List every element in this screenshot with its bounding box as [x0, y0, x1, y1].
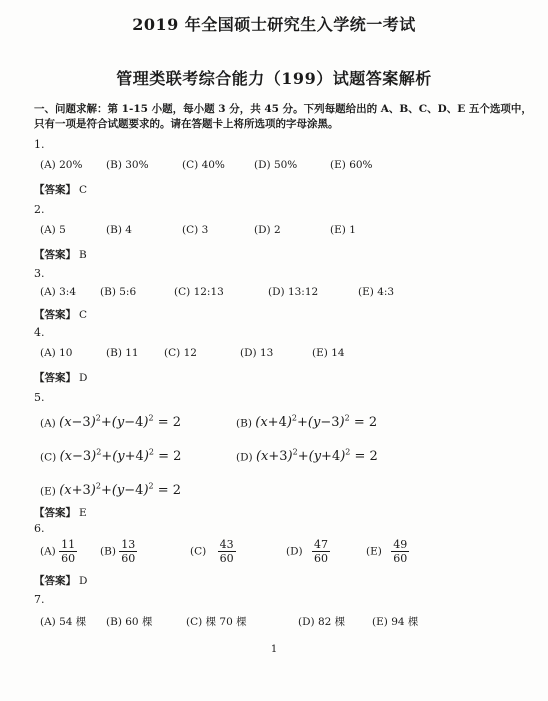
- denominator: 60: [121, 552, 136, 565]
- exam-title: 2019 年全国硕士研究生入学统一考试: [132, 15, 416, 34]
- option-c: (C) 棵 70 棵: [186, 616, 247, 628]
- option-c: (C) 40%: [182, 159, 225, 171]
- equation: $(x-3)^2+(y+4)^2 = 2$: [59, 448, 182, 465]
- option-a: (A) 5: [40, 224, 66, 236]
- option-a: [40, 414, 181, 430]
- answer-line: [34, 573, 87, 588]
- answer-line: [34, 370, 87, 385]
- question-options: [40, 446, 540, 468]
- option-d: [236, 448, 378, 464]
- option-e: (E) 14: [312, 347, 345, 359]
- question-options: [40, 286, 540, 308]
- page-number: 1: [270, 644, 278, 655]
- option-c: [40, 448, 181, 464]
- option-label: (D): [286, 545, 303, 558]
- equation-term: −4: [124, 483, 144, 499]
- equation-term: +4: [124, 449, 144, 465]
- option-label: (B): [236, 417, 252, 430]
- equation-term: −3: [71, 449, 92, 465]
- equation: $(x+4)^2+(y-3)^2 = 2$: [255, 414, 378, 431]
- question-number: 2.: [34, 203, 45, 216]
- option-d: [286, 538, 330, 565]
- equation-term: +4: [321, 449, 341, 465]
- answer-label: 【答案】: [34, 309, 76, 321]
- equation-term: +3: [71, 483, 91, 499]
- fraction: [312, 538, 330, 565]
- numerator: 47: [313, 538, 328, 551]
- option-a: (A) 10: [40, 347, 73, 359]
- answer-line: [34, 505, 87, 520]
- option-a: (A) 54 棵: [40, 616, 87, 628]
- option-a: (A) 3:4: [40, 286, 77, 298]
- answer-value: B: [79, 249, 87, 261]
- equation: $(x-3)^2+(y-4)^2 = 2$: [59, 414, 181, 431]
- option-b: [236, 414, 377, 430]
- denominator: 60: [313, 552, 328, 565]
- exam-subtitle: 管理类联考综合能力（199）试题答案解析: [116, 69, 432, 88]
- answer-line: [34, 247, 87, 262]
- equation-term: −3: [320, 415, 340, 431]
- numerator: 43: [219, 538, 234, 551]
- question-number: 4.: [34, 326, 45, 339]
- equation-rhs: = 2: [353, 415, 378, 431]
- option-a: (A) 20%: [40, 159, 83, 171]
- option-a: [40, 538, 77, 565]
- option-label: (D): [236, 451, 253, 464]
- option-d: (D) 82 棵: [298, 616, 346, 628]
- question-options: [40, 614, 540, 636]
- answer-label: 【答案】: [34, 249, 76, 261]
- option-label: (E): [366, 545, 382, 558]
- option-c: (C) 12: [164, 347, 197, 359]
- exponent: 2: [95, 414, 101, 423]
- question-options: [40, 159, 540, 181]
- answer-label: 【答案】: [34, 507, 76, 519]
- option-d: (D) 50%: [254, 159, 298, 171]
- option-e: [40, 482, 181, 498]
- question-options: [40, 538, 540, 570]
- option-b: (B) 4: [106, 224, 132, 236]
- numerator: 13: [121, 538, 136, 551]
- answer-value: D: [79, 372, 88, 384]
- option-e: [366, 538, 409, 565]
- exponent: 2: [148, 414, 154, 423]
- option-b: (B) 5:6: [100, 286, 137, 298]
- question-number: 6.: [34, 522, 45, 535]
- equation-term: −4: [124, 415, 144, 431]
- option-b: (B) 11: [106, 347, 139, 359]
- option-label: (C): [40, 451, 57, 464]
- equation-term: +4: [267, 415, 287, 431]
- option-c: (C) 12:13: [174, 286, 224, 298]
- numerator: 49: [393, 538, 408, 551]
- question-options: [40, 480, 540, 502]
- instructions-line-1: 一、问题求解：第 1-15 小题，每小题 3 分，共 45 分。下列每题给出的 A、B、C、D、E 五个选项中，: [34, 103, 532, 115]
- answer-value: C: [79, 309, 88, 321]
- exponent: 2: [96, 448, 102, 457]
- option-d: (D) 13:12: [268, 286, 319, 298]
- exponent: 2: [148, 482, 154, 491]
- fraction: [218, 538, 236, 565]
- exponent: 2: [291, 414, 298, 423]
- option-b: (B) 30%: [106, 159, 149, 171]
- option-d: (D) 2: [254, 224, 281, 236]
- answer-value: E: [79, 507, 87, 519]
- denominator: 60: [393, 552, 408, 565]
- question-number: 3.: [34, 267, 45, 280]
- answer-line: [34, 307, 87, 322]
- exponent: 2: [345, 448, 351, 457]
- option-c: [190, 538, 236, 565]
- answer-value: C: [79, 184, 88, 196]
- denominator: 60: [61, 552, 76, 565]
- exponent: 2: [344, 414, 350, 423]
- option-b: (B) 60 棵: [106, 616, 153, 628]
- option-label: (C): [190, 545, 207, 558]
- answer-label: 【答案】: [34, 575, 76, 587]
- option-e: (E) 60%: [330, 159, 373, 171]
- equation-term: −3: [71, 415, 91, 431]
- equation-rhs: = 2: [157, 415, 181, 431]
- exponent: 2: [95, 482, 101, 491]
- option-label: (A): [40, 545, 56, 558]
- equation: $(x+3)^2+(y-4)^2 = 2$: [59, 482, 182, 499]
- question-number: 1.: [34, 138, 45, 151]
- option-c: (C) 3: [182, 224, 209, 236]
- section-instructions: [34, 102, 534, 132]
- question-number: 7.: [34, 593, 45, 606]
- equation-rhs: = 2: [354, 449, 378, 465]
- equation: $(x+3)^2+(y+4)^2 = 2$: [255, 448, 378, 465]
- question-options: [40, 224, 540, 246]
- question-options: [40, 412, 540, 434]
- option-label: (E): [40, 485, 56, 498]
- equation-term: +3: [268, 449, 288, 465]
- instructions-line-2: 只有一项是符合试题要求的。请在答题卡上将所选项的字母涂黑。: [34, 118, 339, 130]
- question-number: 5.: [34, 391, 45, 404]
- option-b: [100, 538, 137, 565]
- option-e: (E) 1: [330, 224, 356, 236]
- option-label: (A): [40, 417, 56, 430]
- answer-label: 【答案】: [34, 372, 76, 384]
- exponent: 2: [292, 448, 298, 457]
- exponent: 2: [148, 448, 154, 457]
- answer-value: D: [79, 575, 88, 587]
- fraction: [59, 538, 77, 565]
- fraction: [391, 538, 409, 565]
- equation-rhs: = 2: [158, 449, 182, 465]
- option-label: (B): [100, 545, 116, 558]
- answer-label: 【答案】: [34, 184, 76, 196]
- answer-line: [34, 182, 87, 197]
- option-e: (E) 4:3: [358, 286, 395, 298]
- denominator: 60: [219, 552, 234, 565]
- numerator: 11: [61, 538, 76, 551]
- question-options: [40, 347, 540, 369]
- fraction: [119, 538, 137, 565]
- equation-rhs: = 2: [157, 483, 182, 499]
- option-e: (E) 94 棵: [372, 616, 419, 628]
- option-d: (D) 13: [240, 347, 274, 359]
